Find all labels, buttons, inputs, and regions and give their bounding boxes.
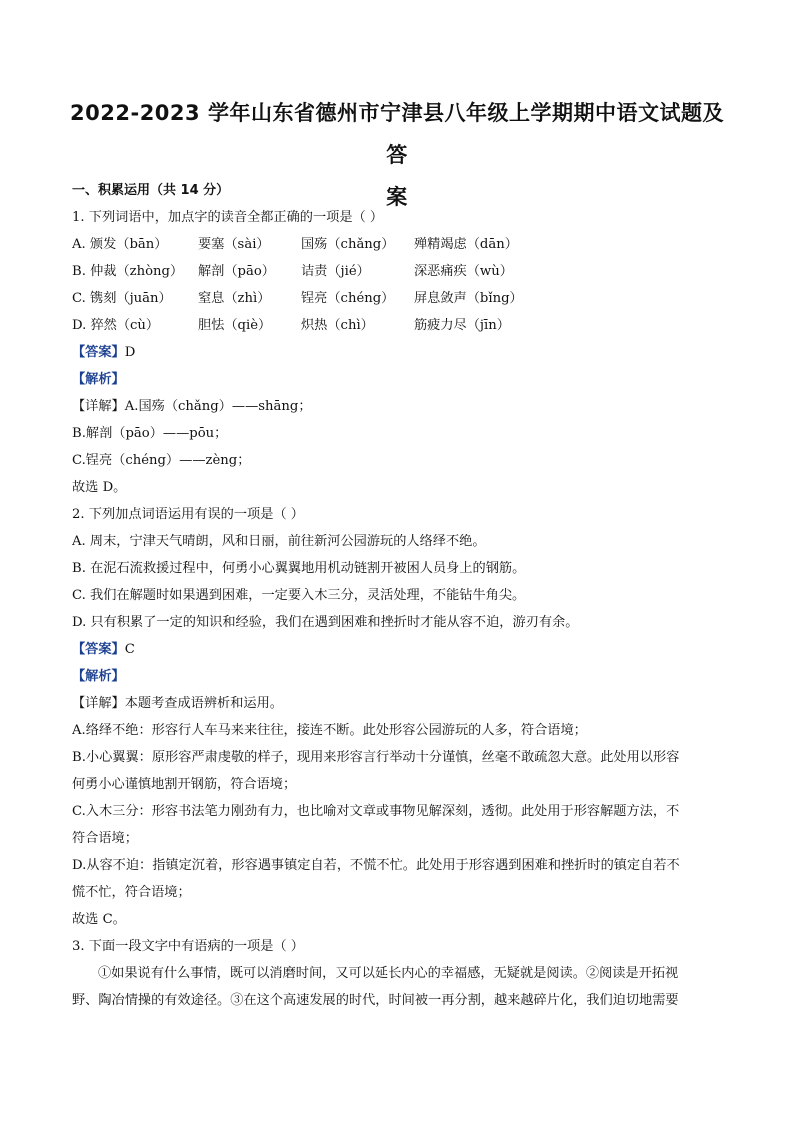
question-1-stem: 1. 下列词语中，加点字的读音全都正确的一项是（ ）: [72, 210, 384, 225]
detail-tag: 【详解】: [72, 399, 125, 414]
detail-line: 故选 C。: [72, 912, 126, 927]
option-item: 屏息敛声（bǐng）: [414, 291, 523, 306]
title-line-1: 2022-2023 学年山东省德州市宁津县八年级上学期期中语文试题及答: [70, 101, 724, 167]
detail-line: C.锃亮（chéng）——zèng；: [72, 453, 251, 468]
title-line-2: 案: [386, 185, 408, 209]
option-item: A. 颁发（bān）: [72, 237, 168, 252]
detail-line: 故选 D。: [72, 480, 127, 495]
question-1-option-c: [72, 285, 722, 312]
detail-line: C.入木三分：形容书法笔力刚劲有力，也比喻对文章或事物见解深刻，透彻。此处用于形容解题方法，不: [72, 804, 680, 819]
detail-line: 符合语境；: [72, 831, 138, 846]
question-1-analysis: [72, 366, 722, 393]
option-item: 胆怯（qiè）: [198, 318, 272, 333]
question-1-answer: [72, 339, 722, 366]
question-3-stem: 3. 下面一段文字中有语病的一项是（ ）: [72, 939, 304, 954]
answer-tag: 【答案】: [72, 642, 125, 657]
question-2-detail: [72, 690, 722, 717]
option-item: 炽热（chì）: [301, 318, 374, 333]
option-item: D. 猝然（cù）: [72, 318, 160, 333]
option-item: 深恶痛疾（wù）: [414, 264, 513, 279]
question-1-detail: [72, 393, 722, 420]
detail-tag: 【详解】: [72, 696, 125, 711]
question-2-analysis: [72, 663, 722, 690]
option-item: 要塞（sài）: [198, 237, 270, 252]
detail-line: A.络绎不绝：形容行人车马来来往往，接连不断。此处形容公园游玩的人多，符合语境；: [72, 723, 587, 738]
answer-value: C: [124, 642, 135, 657]
question-2-answer: [72, 636, 722, 663]
option-item: 诘责（jié）: [301, 264, 370, 279]
question-1-option-b: [72, 258, 722, 285]
detail-line: D.从容不迫：指镇定沉着，形容遇事镇定自若，不慌不忙。此处用于形容遇到困难和挫折时的镇定自若不: [72, 858, 680, 873]
option-item: 国殇（chǎng）: [301, 237, 395, 252]
question-1-option-a: [72, 231, 722, 258]
detail-line: 慌不忙，符合语境；: [72, 885, 191, 900]
question-1-option-d: [72, 312, 722, 339]
detail-line: B.小心翼翼：原形容严肃虔敬的样子，现用来形容言行举动十分谨慎，丝毫不敢疏忽大意。此处用以形容: [72, 750, 680, 765]
question-2-option-c: C. 我们在解题时如果遇到困难，一定要入木三分，灵活处理，不能钻牛角尖。: [72, 588, 526, 603]
detail-line: B.解剖（pāo）——pōu；: [72, 426, 228, 441]
analysis-tag: 【解析】: [72, 372, 125, 387]
passage-line: 野、陶冶情操的有效途径。③在这个高速发展的时代，时间被一再分割，越来越碎片化，我们迫切地需要: [72, 993, 679, 1008]
option-item: 筋疲力尽（jīn）: [414, 318, 510, 333]
option-item: B. 仲裁（zhòng）: [72, 264, 184, 279]
section-heading: 一、积累运用（共 14 分）: [72, 183, 230, 198]
option-item: 窒息（zhì）: [198, 291, 271, 306]
detail-line: 何勇小心谨慎地割开钢筋，符合语境；: [72, 777, 297, 792]
answer-value: D: [124, 345, 136, 360]
analysis-tag: 【解析】: [72, 669, 125, 684]
option-item: C. 镌刻（juān）: [72, 291, 172, 306]
option-item: 锃亮（chéng）: [301, 291, 395, 306]
detail-line: A.国殇（chǎng）——shāng；: [124, 399, 312, 414]
option-item: 解剖（pāo）: [198, 264, 275, 279]
question-2-option-d: D. 只有积累了一定的知识和经验，我们在遇到困难和挫折时才能从容不迫，游刃有余。: [72, 615, 579, 630]
passage-line: ①如果说有什么事情，既可以消磨时间，又可以延长内心的幸福感，无疑就是阅读。②阅读是开拓视: [98, 966, 679, 981]
question-2-option-a: A. 周末，宁津天气晴朗，风和日丽，前往新河公园游玩的人络绎不绝。: [72, 534, 486, 549]
question-2-option-b: B. 在泥石流救援过程中，何勇小心翼翼地用机动链割开被困人员身上的钢筋。: [72, 561, 526, 576]
question-2-stem: 2. 下列加点词语运用有误的一项是（ ）: [72, 507, 304, 522]
option-item: 殚精竭虑（dān）: [414, 237, 518, 252]
answer-tag: 【答案】: [72, 345, 125, 360]
document-body: [72, 177, 722, 1014]
detail-intro: 本题考查成语辨析和运用。: [124, 696, 283, 711]
